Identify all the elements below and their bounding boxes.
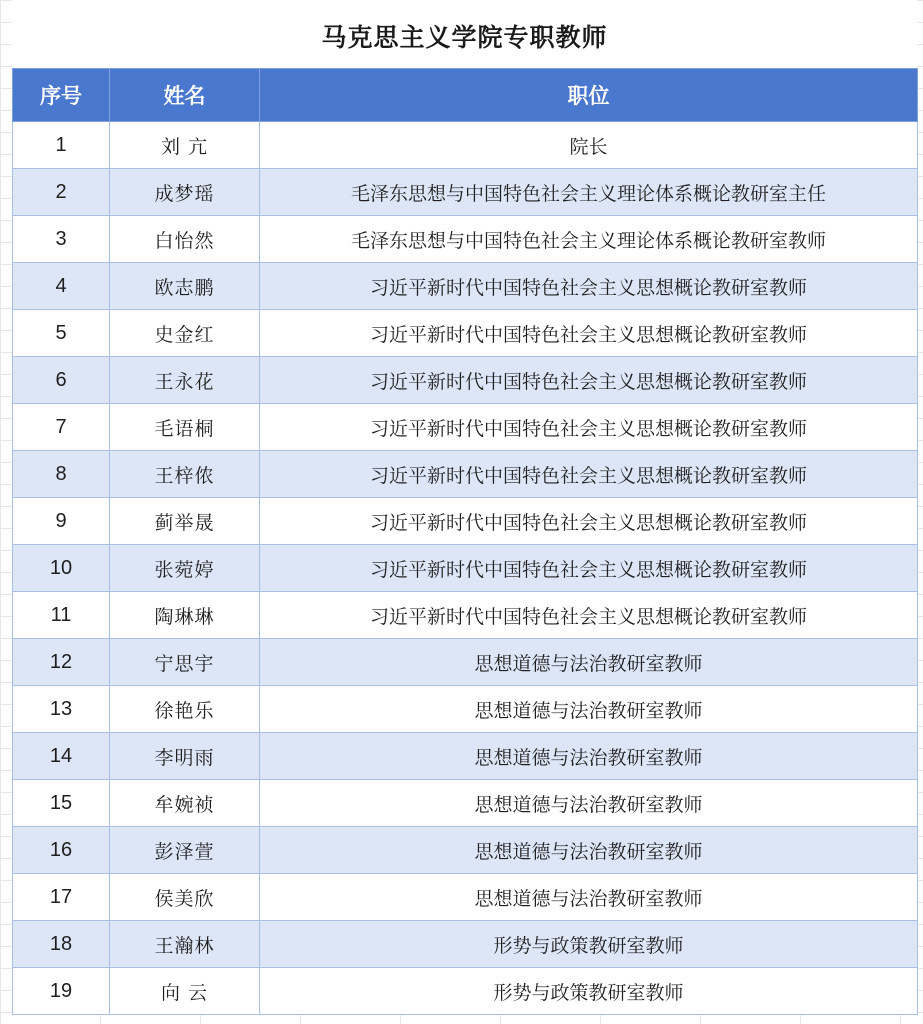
table-row <box>13 686 918 733</box>
cell-position[interactable]: 思想道德与法治教研室教师 <box>260 733 918 780</box>
cell-no[interactable]: 6 <box>13 357 110 404</box>
table-row <box>13 122 918 169</box>
table-row <box>13 169 918 216</box>
cell-position[interactable]: 习近平新时代中国特色社会主义思想概论教研室教师 <box>260 592 918 639</box>
cell-name[interactable]: 彭泽萱 <box>110 827 260 874</box>
table-row <box>13 639 918 686</box>
cell-name[interactable]: 侯美欣 <box>110 874 260 921</box>
cell-position[interactable]: 习近平新时代中国特色社会主义思想概论教研室教师 <box>260 357 918 404</box>
table-row <box>13 827 918 874</box>
cell-position[interactable]: 思想道德与法治教研室教师 <box>260 780 918 827</box>
cell-no[interactable]: 8 <box>13 451 110 498</box>
cell-name[interactable]: 牟婉祯 <box>110 780 260 827</box>
table-row <box>13 968 918 1015</box>
cell-no[interactable]: 1 <box>13 122 110 169</box>
table-title: 马克思主义学院专职教师 <box>321 23 608 52</box>
table-row <box>13 545 918 592</box>
table-row <box>13 451 918 498</box>
spreadsheet-sheet <box>12 0 917 1015</box>
cell-position[interactable]: 习近平新时代中国特色社会主义思想概论教研室教师 <box>260 404 918 451</box>
header-cell-name[interactable]: 姓名 <box>110 69 260 122</box>
cell-name[interactable]: 成梦瑶 <box>110 169 260 216</box>
table-row <box>13 733 918 780</box>
cell-no[interactable]: 18 <box>13 921 110 968</box>
table-row <box>13 310 918 357</box>
cell-name[interactable]: 白怡然 <box>110 216 260 263</box>
cell-no[interactable]: 10 <box>13 545 110 592</box>
cell-name[interactable]: 刘 亢 <box>110 122 260 169</box>
cell-no[interactable]: 16 <box>13 827 110 874</box>
cell-no[interactable]: 11 <box>13 592 110 639</box>
cell-no[interactable]: 14 <box>13 733 110 780</box>
header-row <box>13 69 918 122</box>
table-row <box>13 263 918 310</box>
table-row <box>13 216 918 263</box>
cell-no[interactable]: 5 <box>13 310 110 357</box>
cell-position[interactable]: 毛泽东思想与中国特色社会主义理论体系概论教研室教师 <box>260 216 918 263</box>
cell-name[interactable]: 毛语桐 <box>110 404 260 451</box>
table-row <box>13 592 918 639</box>
cell-name[interactable]: 徐艳乐 <box>110 686 260 733</box>
cell-no[interactable]: 17 <box>13 874 110 921</box>
cell-name[interactable]: 蓟举晟 <box>110 498 260 545</box>
faculty-table <box>12 68 918 1015</box>
cell-position[interactable]: 思想道德与法治教研室教师 <box>260 639 918 686</box>
cell-no[interactable]: 7 <box>13 404 110 451</box>
cell-position[interactable]: 思想道德与法治教研室教师 <box>260 686 918 733</box>
cell-position[interactable]: 思想道德与法治教研室教师 <box>260 874 918 921</box>
cell-name[interactable]: 王瀚林 <box>110 921 260 968</box>
table-row <box>13 498 918 545</box>
cell-no[interactable]: 12 <box>13 639 110 686</box>
cell-name[interactable]: 李明雨 <box>110 733 260 780</box>
cell-no[interactable]: 3 <box>13 216 110 263</box>
cell-name[interactable]: 王梓侬 <box>110 451 260 498</box>
cell-position[interactable]: 院长 <box>260 122 918 169</box>
cell-no[interactable]: 15 <box>13 780 110 827</box>
cell-position[interactable]: 习近平新时代中国特色社会主义思想概论教研室教师 <box>260 263 918 310</box>
cell-position[interactable]: 习近平新时代中国特色社会主义思想概论教研室教师 <box>260 545 918 592</box>
cell-no[interactable]: 19 <box>13 968 110 1015</box>
cell-position[interactable]: 习近平新时代中国特色社会主义思想概论教研室教师 <box>260 451 918 498</box>
cell-no[interactable]: 9 <box>13 498 110 545</box>
cell-name[interactable]: 陶琳琳 <box>110 592 260 639</box>
cell-position[interactable]: 形势与政策教研室教师 <box>260 921 918 968</box>
cell-name[interactable]: 欧志鹏 <box>110 263 260 310</box>
cell-no[interactable]: 4 <box>13 263 110 310</box>
cell-position[interactable]: 习近平新时代中国特色社会主义思想概论教研室教师 <box>260 498 918 545</box>
cell-position[interactable]: 形势与政策教研室教师 <box>260 968 918 1015</box>
cell-position[interactable]: 思想道德与法治教研室教师 <box>260 827 918 874</box>
cell-name[interactable]: 张菀婷 <box>110 545 260 592</box>
cell-no[interactable]: 2 <box>13 169 110 216</box>
cell-name[interactable]: 宁思宇 <box>110 639 260 686</box>
cell-position[interactable]: 毛泽东思想与中国特色社会主义理论体系概论教研室主任 <box>260 169 918 216</box>
table-row <box>13 357 918 404</box>
cell-name[interactable]: 史金红 <box>110 310 260 357</box>
cell-name[interactable]: 王永花 <box>110 357 260 404</box>
cell-position[interactable]: 习近平新时代中国特色社会主义思想概论教研室教师 <box>260 310 918 357</box>
cell-no[interactable]: 13 <box>13 686 110 733</box>
cell-name[interactable]: 向 云 <box>110 968 260 1015</box>
table-row <box>13 780 918 827</box>
header-cell-no[interactable]: 序号 <box>13 69 110 122</box>
table-row <box>13 874 918 921</box>
table-row <box>13 921 918 968</box>
header-cell-position[interactable]: 职位 <box>260 69 918 122</box>
table-body <box>13 122 918 1015</box>
table-row <box>13 404 918 451</box>
